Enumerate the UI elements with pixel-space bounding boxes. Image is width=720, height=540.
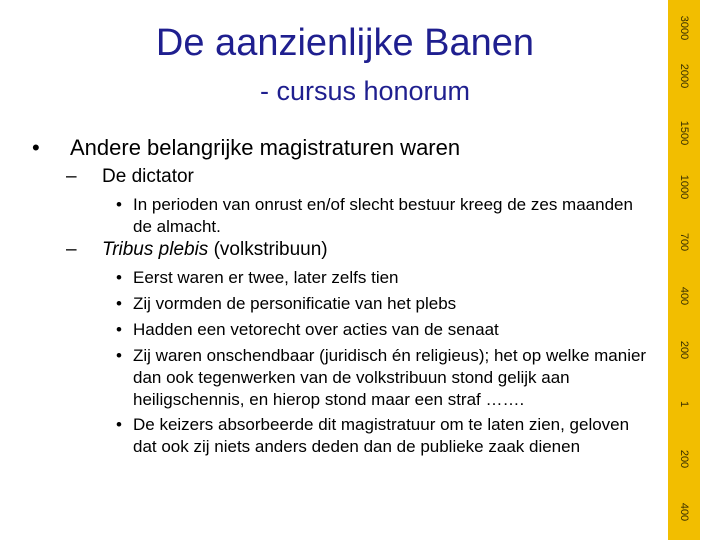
bullet-dot: • [116,268,122,287]
bullet-magistraturen: Andere belangrijke magistraturen waren [70,135,461,160]
tribus-italic: Tribus plebis [102,239,209,260]
timeline-label: 400 [677,286,690,306]
bullet-dot: • [116,294,122,313]
timeline-label: 1 [678,400,690,408]
timeline-label: 3000 [677,15,690,41]
bullet-tribus-plebis [102,239,328,261]
tribus-item-5-line2: dat ook zij niets anders deden dan de publieke zaak dienen [133,437,581,456]
page-title: De aanzienlijke Banen [155,22,535,64]
timeline-label: 1500 [677,120,690,146]
tribus-item-4-line1: Zij waren onschendbaar (juridisch én religieus); het op welke manier [133,346,647,365]
bullet-dictator: De dictator [102,166,194,187]
tribus-item-4-line3: heiligschennis, en hierop stond maar een straf ……. [133,390,525,409]
timeline-label: 200 [677,449,690,469]
tribus-rest: (volkstribuun) [208,239,328,260]
dictator-text-line1: In perioden van onrust en/of slecht bestuur kreeg de zes maanden [133,195,633,214]
dash-marker: – [66,239,77,260]
timeline-label: 1000 [677,174,690,200]
dictator-text-line2: de almacht. [133,217,221,236]
page-subtitle: - cursus honorum [259,76,471,106]
bullet-dot: • [116,415,122,434]
dash-marker: – [66,166,77,187]
tribus-item-3: Hadden een vetorecht over acties van de senaat [133,320,499,339]
tribus-item-2: Zij vormden de personificatie van het plebs [133,294,457,313]
bullet-dot: • [116,346,122,365]
timeline-label: 200 [677,340,690,360]
timeline-label: 700 [677,232,690,252]
bullet-dot: • [116,320,122,339]
bullet-dot: • [116,195,122,214]
timeline-label: 2000 [677,63,690,89]
timeline-label: 400 [677,502,690,522]
bullet-dot: • [32,135,40,160]
tribus-item-4-line2: dan ook tegenwerken van de volkstribuun stond gelijk aan [133,368,570,387]
tribus-item-5-line1: De keizers absorbeerde dit magistratuur om te laten zien, geloven [133,415,630,434]
tribus-item-1: Eerst waren er twee, later zelfs tien [133,268,399,287]
